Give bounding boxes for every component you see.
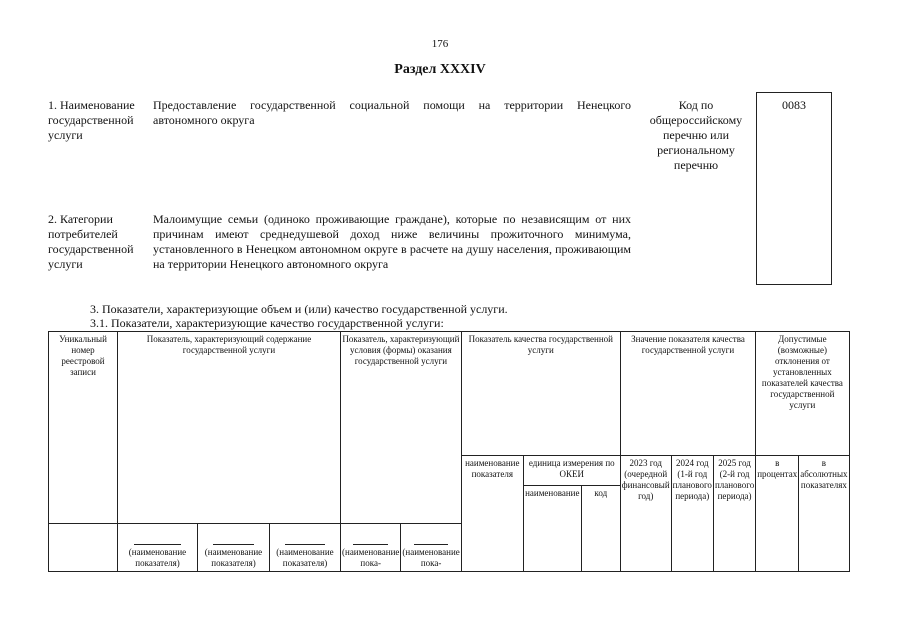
header-year-2024: 2024 год (1-й год планового периода)	[671, 456, 713, 572]
service-name-label: 1. Наименование государственной услуги	[48, 98, 135, 142]
consumers-label: 2. Категории потребителей государственной услуги	[48, 212, 134, 271]
quality-indicators-table	[48, 331, 850, 572]
registry-code-label: Код по общероссийскому перечню или региональному перечню	[649, 98, 743, 172]
registry-code-box	[756, 92, 832, 285]
content-indicator-1: (наименование показателя)	[118, 524, 198, 572]
consumers-value: Малоимущие семьи (одиноко проживающие граждане), которые по независящим от них причинам имеют среднедушевой доход ниже величины прожиточного минимума, установленного в Ненецком автономном округе в расчете на душу населения, проживающим на территории Ненецкого автономного округа	[153, 212, 631, 271]
header-year-2023: 2023 год (очередной финансовый год)	[620, 456, 671, 572]
header-conditions-indicator: Показатель, характеризующий условия (формы) оказания государственной услуги	[341, 332, 462, 456]
header-unit-okei: единица измерения по ОКЕИ	[523, 456, 620, 486]
conditions-indicator-1: (наименование пока-	[341, 524, 401, 572]
service-name-value: Предоставление государственной социальной помощи на территории Ненецкого автономного округа	[153, 98, 631, 127]
header-deviation-absolute: в абсолютных показателях	[799, 456, 849, 572]
header-unit-code: код	[581, 486, 620, 572]
section-3-1-heading: 3.1. Показатели, характеризующие качество государственной услуги:	[90, 316, 444, 330]
registry-code-value: 0083	[782, 98, 806, 112]
content-indicator-2: (наименование показателя)	[198, 524, 270, 572]
header-content-indicator: Показатель, характеризующий содержание государственной услуги	[118, 332, 341, 456]
header-quality-name: наименование показателя	[461, 456, 523, 572]
page-number: 176	[431, 38, 449, 50]
header-quality-indicator: Показатель качества государственной услуги	[461, 332, 620, 456]
conditions-indicator-2: (наименование пока-	[401, 524, 461, 572]
content-indicator-3: (наименование показателя)	[270, 524, 341, 572]
header-unit-name: наименование	[523, 486, 581, 572]
header-allowed-deviation: Допустимые (возможные) отклонения от установленных показателей качества государственной услуги	[756, 332, 849, 456]
section-3-heading: 3. Показатели, характеризующие объем и (или) качество государственной услуги.	[90, 302, 508, 316]
header-deviation-percent: в процентах	[756, 456, 799, 572]
header-unique-number: Уникальный номер реестровой записи	[49, 332, 118, 524]
header-year-2025: 2025 год (2-й год планового периода)	[713, 456, 755, 572]
section-title: Раздел XXXIV	[394, 62, 486, 77]
header-indicator-value: Значение показателя качества государственной услуги	[620, 332, 755, 456]
